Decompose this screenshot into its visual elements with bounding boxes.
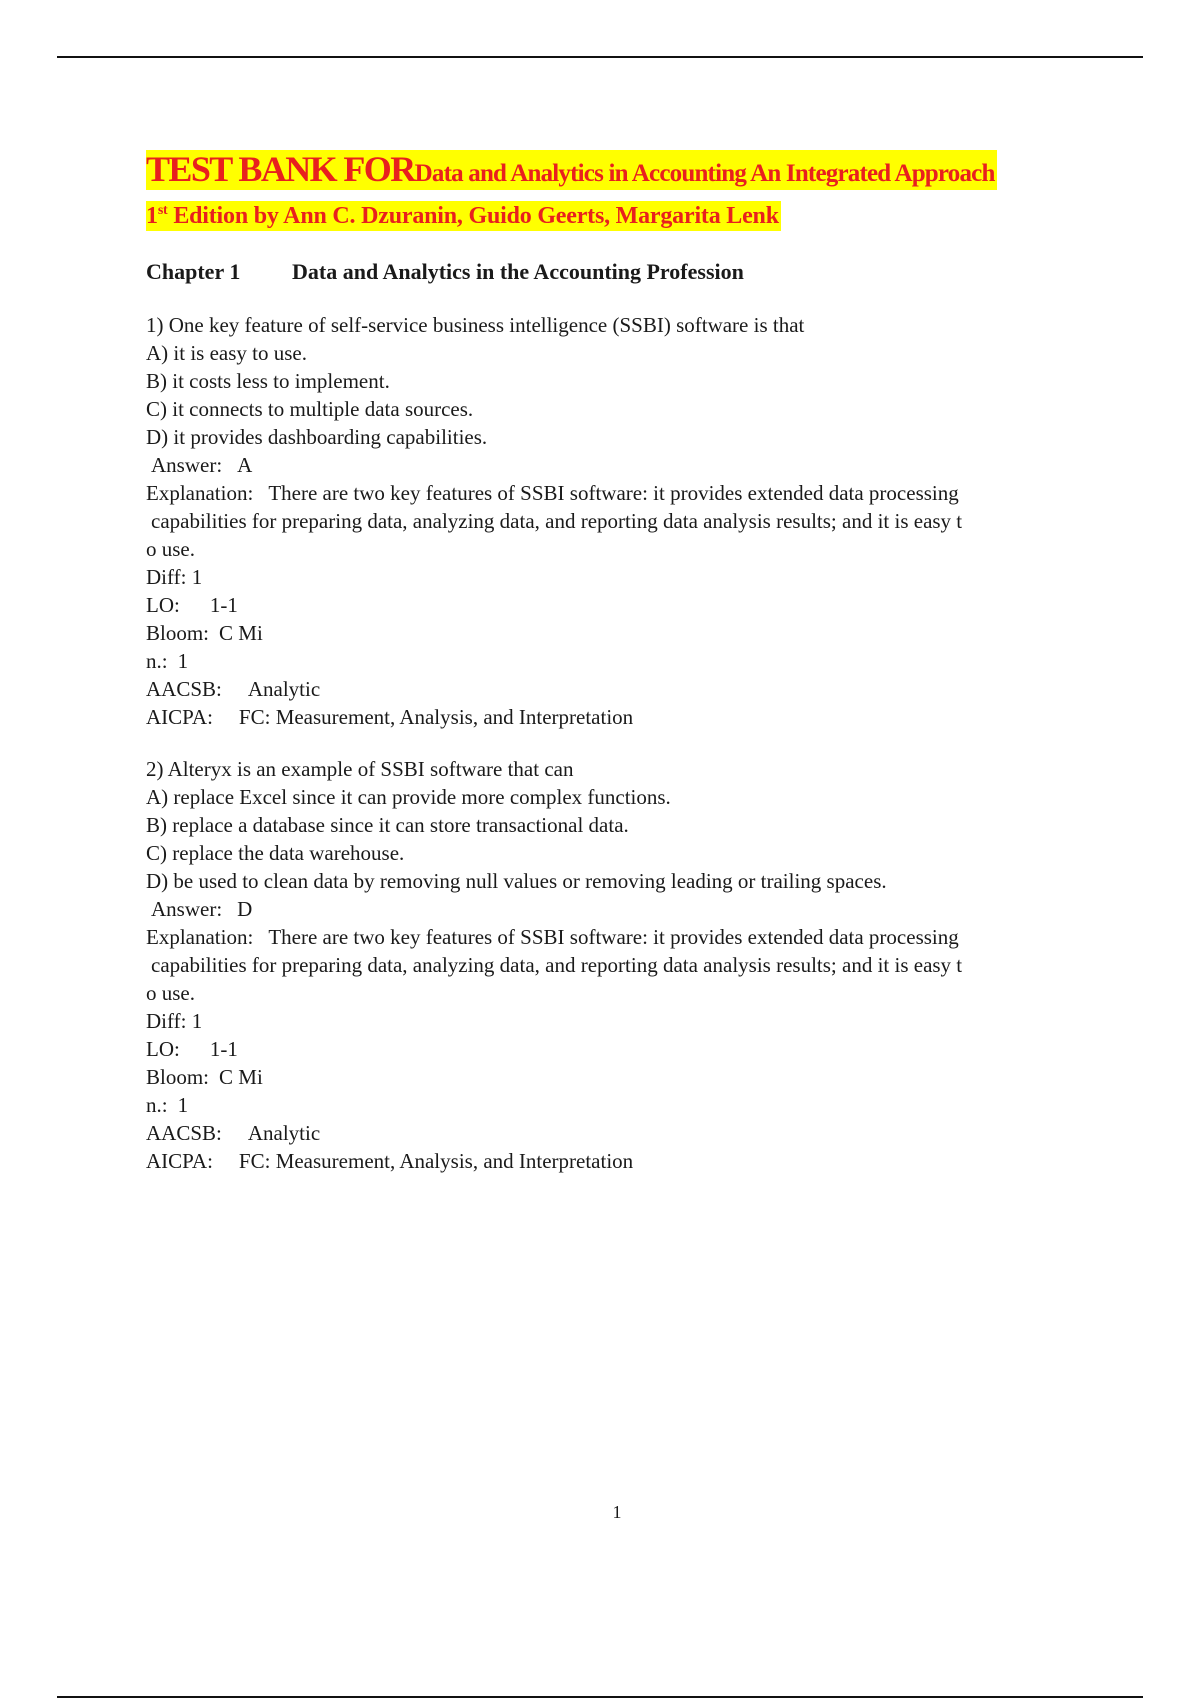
lo-line	[146, 591, 1136, 619]
chapter-number: Chapter 1	[146, 259, 241, 284]
aacsb-value: Analytic	[247, 1121, 321, 1145]
answer-label: Answer:	[151, 453, 223, 477]
edition-suffix: st	[157, 203, 168, 218]
bloom-value: C Mi	[219, 1065, 263, 1089]
explanation-line-2: capabilities for preparing data, analyzing data, and reporting data analysis results; and it is easy t	[151, 509, 963, 533]
answer-line	[146, 451, 1136, 479]
aicpa-line	[146, 703, 1136, 731]
chapter-title: Data and Analytics in the Accounting Profession	[292, 259, 744, 284]
explanation-text-1: There are two key features of SSBI software: it provides extended data processing	[268, 481, 959, 505]
option-c: C) replace the data warehouse.	[146, 841, 405, 865]
option-d: D) be used to clean data by removing null values or removing leading or trailing spaces.	[146, 869, 887, 893]
aacsb-value: Analytic	[247, 677, 321, 701]
lo-label: LO:	[146, 593, 180, 617]
n-label: n.:	[146, 1093, 168, 1117]
answer-label: Answer:	[151, 897, 223, 921]
bloom-line	[146, 619, 1136, 647]
lo-line	[146, 1035, 1136, 1063]
answer-value: D	[237, 897, 253, 921]
option-a: A) it is easy to use.	[146, 341, 307, 365]
answer-value: A	[237, 453, 253, 477]
lo-value: 1-1	[209, 1037, 238, 1061]
option-b: B) replace a database since it can store transactional data.	[146, 813, 629, 837]
document-page	[146, 150, 1136, 1175]
option-c: C) it connects to multiple data sources.	[146, 397, 474, 421]
option-a: A) replace Excel since it can provide more complex functions.	[146, 785, 671, 809]
question-1	[146, 311, 1136, 731]
explanation-label: Explanation:	[146, 481, 254, 505]
explanation-line-3: o use.	[146, 981, 195, 1005]
diff-label: Diff:	[146, 1009, 187, 1033]
aicpa-value: FC: Measurement, Analysis, and Interpretation	[238, 705, 634, 729]
chapter-heading	[146, 257, 1136, 287]
bloom-value: C Mi	[219, 621, 263, 645]
n-label: n.:	[146, 649, 168, 673]
bottom-rule	[57, 1696, 1143, 1698]
explanation-text-1: There are two key features of SSBI software: it provides extended data processing	[268, 925, 959, 949]
page-number: 1	[612, 1502, 622, 1522]
option-d: D) it provides dashboarding capabilities.	[146, 425, 488, 449]
option-b: B) it costs less to implement.	[146, 369, 390, 393]
diff-line	[146, 1007, 1136, 1035]
lo-label: LO:	[146, 1037, 180, 1061]
n-line	[146, 1091, 1136, 1119]
bloom-label: Bloom:	[146, 1065, 210, 1089]
answer-line	[146, 895, 1136, 923]
title-highlight	[146, 150, 997, 190]
aicpa-label: AICPA:	[146, 705, 213, 729]
title-prefix: TEST BANK FOR	[146, 149, 415, 189]
explanation-line-1	[146, 923, 1136, 951]
n-value: 1	[177, 1093, 189, 1117]
title-book: Data and Analytics in Accounting An Integrated Approach	[414, 160, 995, 187]
diff-label: Diff:	[146, 565, 187, 589]
aicpa-line	[146, 1147, 1136, 1175]
explanation-line-3: o use.	[146, 537, 195, 561]
diff-value: 1	[191, 565, 203, 589]
title-edition-line	[146, 201, 781, 231]
question-stem: 1) One key feature of self-service business intelligence (SSBI) software is that	[146, 313, 805, 337]
bloom-label: Bloom:	[146, 621, 210, 645]
explanation-label: Explanation:	[146, 925, 254, 949]
edition-authors: Edition by Ann C. Dzuranin, Guido Geerts, Margarita Lenk	[167, 203, 779, 229]
n-line	[146, 647, 1136, 675]
n-value: 1	[177, 649, 189, 673]
explanation-line-2: capabilities for preparing data, analyzing data, and reporting data analysis results; and it is easy t	[151, 953, 963, 977]
question-stem: 2) Alteryx is an example of SSBI software that can	[146, 757, 574, 781]
lo-value: 1-1	[209, 593, 238, 617]
aicpa-value: FC: Measurement, Analysis, and Interpretation	[238, 1149, 634, 1173]
bloom-line	[146, 1063, 1136, 1091]
question-2	[146, 755, 1136, 1175]
explanation-line-1	[146, 479, 1136, 507]
aacsb-label: AACSB:	[146, 1121, 222, 1145]
top-rule	[57, 56, 1143, 58]
aicpa-label: AICPA:	[146, 1149, 213, 1173]
edition-number: 1	[146, 203, 158, 229]
diff-line	[146, 563, 1136, 591]
document-title	[146, 150, 1136, 235]
aacsb-label: AACSB:	[146, 677, 222, 701]
aacsb-line	[146, 675, 1136, 703]
aacsb-line	[146, 1119, 1136, 1147]
diff-value: 1	[191, 1009, 203, 1033]
